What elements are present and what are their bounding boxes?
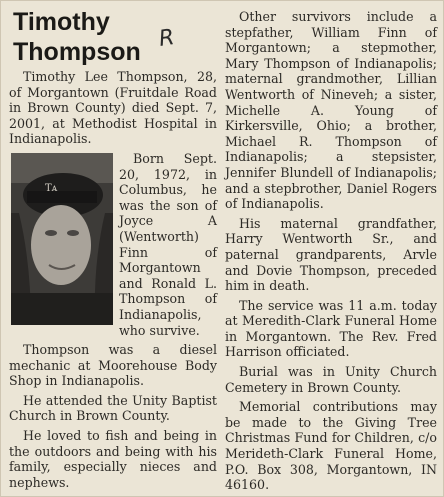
- memorial-text: Memorial contributions may be made to the Giving Tree Christmas Fund for Children, c/o Merideth-Clark Funeral Home, P.O. Box 308, Morgantown, IN 46160.: [225, 399, 437, 493]
- headline-last-name: Thompson: [13, 38, 141, 66]
- headline-first-name: Timothy: [13, 8, 110, 36]
- right-column: [225, 9, 437, 497]
- obituary-headline: [13, 7, 217, 67]
- intro-paragraph: [9, 69, 217, 147]
- intro-text: Timothy Lee Thompson, 28, of Morgantown (Fruitdale Road in Brown County) died Sept. 7, 2001, at Methodist Hospital in Indianapolis.: [9, 69, 217, 147]
- hobbies-text: He loved to fish and being in the outdoors and being with his family, especially nieces and nephews.: [9, 428, 217, 490]
- church-paragraph: [9, 393, 217, 424]
- born-text: Born Sept. 20, 1972, in Columbus, he was the son of Joyce A (Wentworth) Finn of Morgantown and Ronald L. Thompson of Indianapolis, who survive.: [119, 150, 217, 338]
- memorial-paragraph: [225, 399, 437, 493]
- church-text: He attended the Unity Baptist Church in Brown County.: [9, 392, 217, 424]
- preceded-text: His maternal grandfather, Harry Wentworth Sr., and paternal grandparents, Arvle and Dovie Thompson, preceded him in death.: [225, 215, 437, 294]
- portrait-image: [11, 153, 113, 325]
- portrait-photo: [11, 153, 113, 325]
- preceded-paragraph: [225, 216, 437, 294]
- svg-text:Tᴀ: Tᴀ: [45, 182, 58, 194]
- service-text: The service was 11 a.m. today at Meredith-Clark Funeral Home in Morgantown. The Rev. Fred Harrison officiated.: [225, 297, 437, 360]
- survivors-text: Other survivors include a stepfather, William Finn of Morgantown; a stepmother, Mary Thompson of Indianapolis; maternal grandmother, Lillian Wentworth of Nineveh; a sister, Michelle A. Young of Kirkersville, Ohio; a brother, Michael R. Thompson of Indianapolis; a stepsister, Jennifer Blundell of Indianapolis; and a stepbrother, Daniel Rogers of Indianapolis.: [225, 9, 437, 212]
- survivors-paragraph: [225, 9, 437, 212]
- occupation-text: Thompson was a diesel mechanic at Moorehouse Body Shop in Indianapolis.: [9, 342, 217, 389]
- occupation-paragraph: [9, 342, 217, 389]
- service-paragraph: [225, 298, 437, 360]
- hobbies-paragraph: [9, 428, 217, 490]
- left-column: [9, 1, 217, 494]
- burial-paragraph: [225, 364, 437, 395]
- handwritten-mark: R: [157, 25, 176, 52]
- burial-text: Burial was in Unity Church Cemetery in Brown County.: [225, 364, 437, 395]
